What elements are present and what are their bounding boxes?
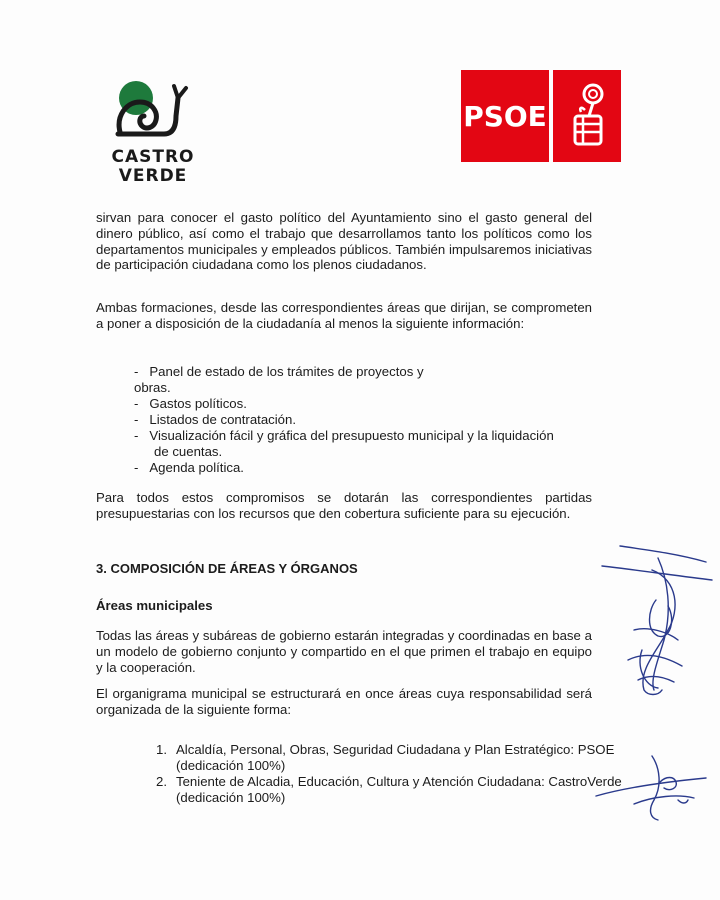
list-item-text: Panel de estado de los trámites de proyectos y [149,364,424,379]
numbered-item-text [176,774,636,806]
paragraph-intro: sirvan para conocer el gasto político del Ayuntamiento sino el gasto general del dinero público, así como el trabajo que desarrollamos tanto los políticos como los departamentos municipales y empleados públicos. También impulsaremos iniciativas de participación ciudadana como los plenos ciudadanos. [96,210,592,273]
list-item: - Gastos políticos. [134,396,247,411]
fist-rose-icon [553,70,621,162]
cv-line2: VERDE [118,166,188,186]
numbered-item-num: 1. [156,742,167,757]
psoe-wordmark: PSOE [461,70,549,162]
numbered-item-line1: Teniente de Alcadia, Educación, Cultura y Atención Ciudadana: CastroVerde [176,774,622,789]
paragraph-organigram: El organigrama municipal se estructurará en once áreas cuya responsabilidad será organizada de la siguiente forma: [96,686,592,717]
numbered-item-num: 2. [156,774,167,789]
list-item-text: Visualización fácil y gráfica del presupuesto municipal y la liquidación [149,428,554,443]
list-item-continuation: de cuentas. [154,444,223,459]
list-item-text: Listados de contratación. [149,412,297,427]
castro-verde-logo [108,76,198,188]
list-item: - Agenda política. [134,460,244,475]
numbered-item-line2: (dedicación 100%) [176,757,286,773]
list-item-text: Agenda política. [149,460,244,475]
cv-line1: CASTRO [111,147,195,167]
castro-verde-wordmark [108,148,198,186]
snail-icon [108,76,198,148]
paragraph-budget: Para todos estos compromisos se dotarán las correspondientes partidas presupuestarias con los recursos que den cobertura suficiente para su ejecución. [96,490,592,521]
psoe-logo [461,70,621,162]
numbered-item-text [176,742,616,774]
list-item: - Visualización fácil y gráfica del presupuesto municipal y la liquidación [134,428,554,443]
subheading: Áreas municipales [96,598,213,613]
paragraph-commitment: Ambas formaciones, desde las correspondientes áreas que dirijan, se comprometen a poner a disposición de la ciudadanía al menos la siguiente información: [96,300,592,331]
signature-initials [594,752,708,828]
list-item-text: Gastos políticos. [149,396,247,411]
list-item: - Panel de estado de los trámites de proyectos y [134,364,424,379]
numbered-item-line1: Alcaldía, Personal, Obras, Seguridad Ciudadana y Plan Estratégico: PSOE [176,742,615,757]
signature-scribble [598,540,714,700]
paragraph-areas: Todas las áreas y subáreas de gobierno estarán integradas y coordinadas en base a un modelo de gobierno conjunto y compartido en el que primen el trabajo en equipo y la cooperación. [96,628,592,675]
section-heading: 3. COMPOSICIÓN DE ÁREAS Y ÓRGANOS [96,561,358,576]
list-item-continuation: obras. [134,380,171,395]
numbered-item-line2: (dedicación 100%) [176,789,286,805]
list-item: - Listados de contratación. [134,412,297,427]
